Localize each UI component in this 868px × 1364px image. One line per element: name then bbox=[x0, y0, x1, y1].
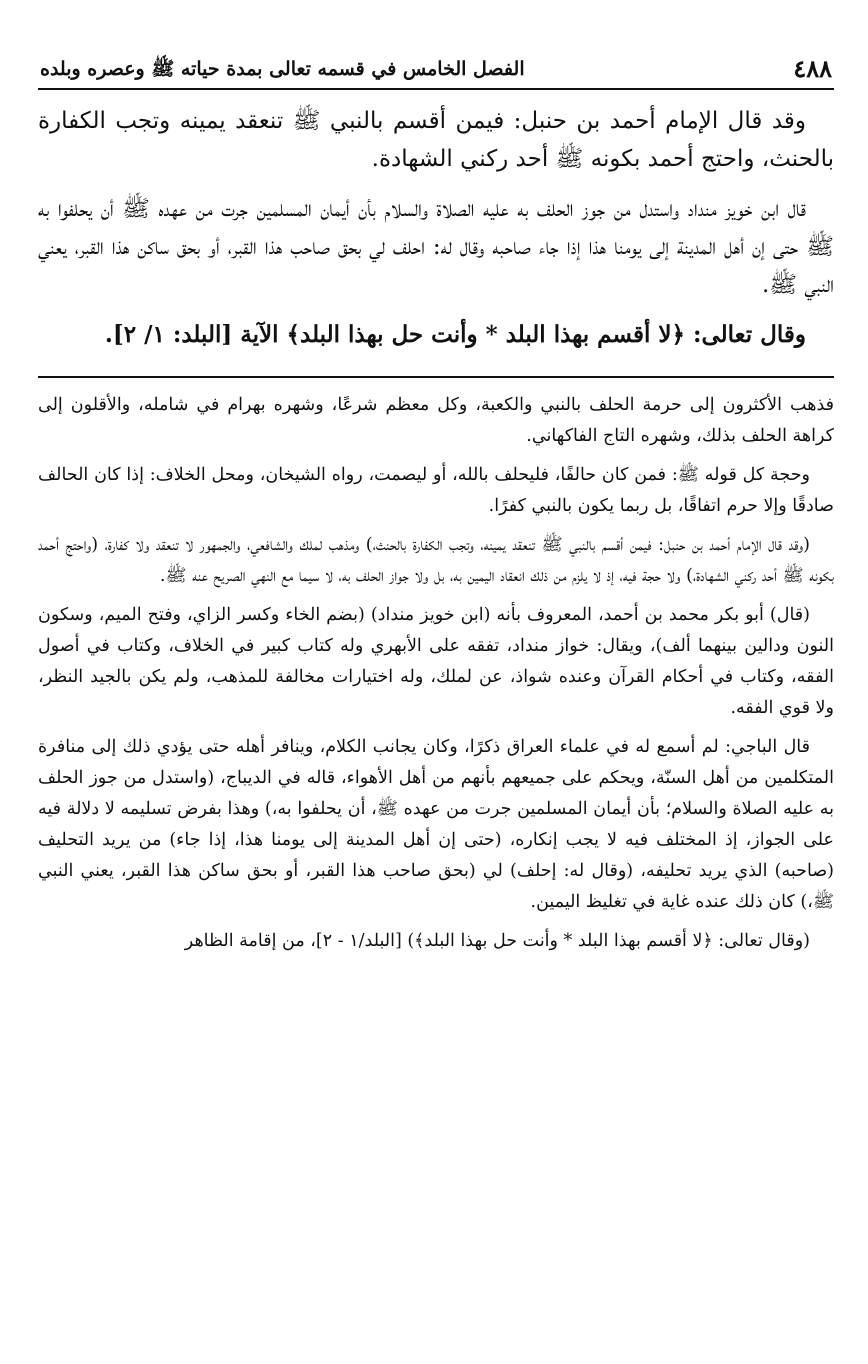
main-paragraph: وقال تعالى: ﴿لا أقسم بهذا البلد * وأنت حل بهذا البلد﴾ الآية [البلد: ١/ ٢]. bbox=[104, 321, 806, 348]
commentary-paragraph: قال الباجي: لم أسمع له في علماء العراق ذكرًا، وكان يجانب الكلام، وينافر أهله حتى يؤدي ذلك إلى منافرة المتكلمين من أهل السنّة، ويحكم على جميعهم بأنهم من أهل الأهواء، قاله في الديباج، (واستدل من جوز الحلف به عليه الصلاة والسلام؛ بأن أيمان المسلمين جرت من عهده ﷺ، أن يحلفوا به،) وهذا بفرض تسليمه لا دلالة فيه على الجواز، إذ المختلف فيه لا يجب إنكاره، (حتى إن أهل المدينة إلى يومنا هذا، إذا جاء) من يريد التحليف (صاحبه) الذي يريد تحليفه، (وقال له: إحلف) لي (بحق صاحب هذا القبر، أو بحق ساكن هذا القبر، يعني النبي ﷺ،) كان ذلك عنده غاية في تغليظ اليمين. bbox=[38, 737, 834, 912]
commentary-paragraph: فذهب الأكثرون إلى حرمة الحلف بالنبي والكعبة، وكل معظم شرعًا، وشهره بهرام في شامله، والأقلون إلى كراهة الحلف بذلك، وشهره التاج الفاكهاني. bbox=[38, 395, 834, 446]
commentary-paragraph: (وقال تعالى: ﴿لا أقسم بهذا البلد * وأنت حل بهذا البلد﴾) [البلد/١ - ٢]، من إقامة الظاهر bbox=[184, 931, 810, 951]
header-rule bbox=[38, 88, 834, 90]
main-text bbox=[38, 102, 834, 354]
footnote-separator bbox=[38, 376, 834, 378]
running-title: الفصل الخامس في قسمه تعالى بمدة حياته ﷺ وعصره وبلده bbox=[40, 58, 525, 80]
main-paragraph: قال ابن خويز منداد واستدل من جوز الحلف به عليه الصلاة والسلام بأن أيمان المسلمين جرت من عهده ﷺ أن يحلفوا به ﷺ حتى إن أهل المدينة إلى يومنا هذا إذا جاء صاحبه وقال له: احلف لي بحق صاحب هذا القبر، أو بحق ساكن هذا القبر، يعني النبي ﷺ. bbox=[38, 196, 834, 298]
commentary-paragraph: (وقد قال الإمام أحمد بن حنبل: فيمن أقسم بالنبي ﷺ تنعقد يمينه، وتجب الكفارة بالحنث،) ومذهب لملك والشافعي، والجمهور لا تنعقد ولا كفارة، (واحتج أحمد بكونه ﷺ أحد ركني الشهادة،) ولا حجة فيه، إذ لا يلزم من ذلك انعقاد اليمين به، بل ولا جواز الحلف به، لا سيما مع النهي الصريح عنه ﷺ. bbox=[38, 535, 834, 586]
main-paragraph: وقد قال الإمام أحمد بن حنبل: فيمن أقسم بالنبي ﷺ تنعقد يمينه وتجب الكفارة بالحنث، واحتج أحمد بكونه ﷺ أحد ركني الشهادة. bbox=[38, 108, 834, 172]
commentary-paragraph: وحجة كل قوله ﷺ: فمن كان حالفًا، فليحلف بالله، أو ليصمت، رواه الشيخان، ومحل الخلاف: إذا كان الحالف صادقًا وإلا حرم اتفاقًا، بل ربما يكون بالنبي كفرًا. bbox=[38, 465, 834, 516]
page-number: ٤٨٨ bbox=[793, 54, 832, 83]
commentary-paragraph: (قال) أبو بكر محمد بن أحمد، المعروف بأنه (ابن خويز منداد) (بضم الخاء وكسر الزاي، وفتح الميم، وسكون النون ودالين بينهما ألف)، ويقال: خواز منداد، تفقه على الأبهري وله كتاب كبير في الخلاف، وكتاب في أصول الفقه، وكتاب في أحكام القرآن وعنده شواذ، عن لملك، وله اختيارات مخالفة للمذهب، ولم يكن بالجيد النظر، ولا قوي الفقه. bbox=[38, 605, 834, 718]
commentary bbox=[38, 390, 834, 957]
running-header bbox=[38, 56, 834, 86]
